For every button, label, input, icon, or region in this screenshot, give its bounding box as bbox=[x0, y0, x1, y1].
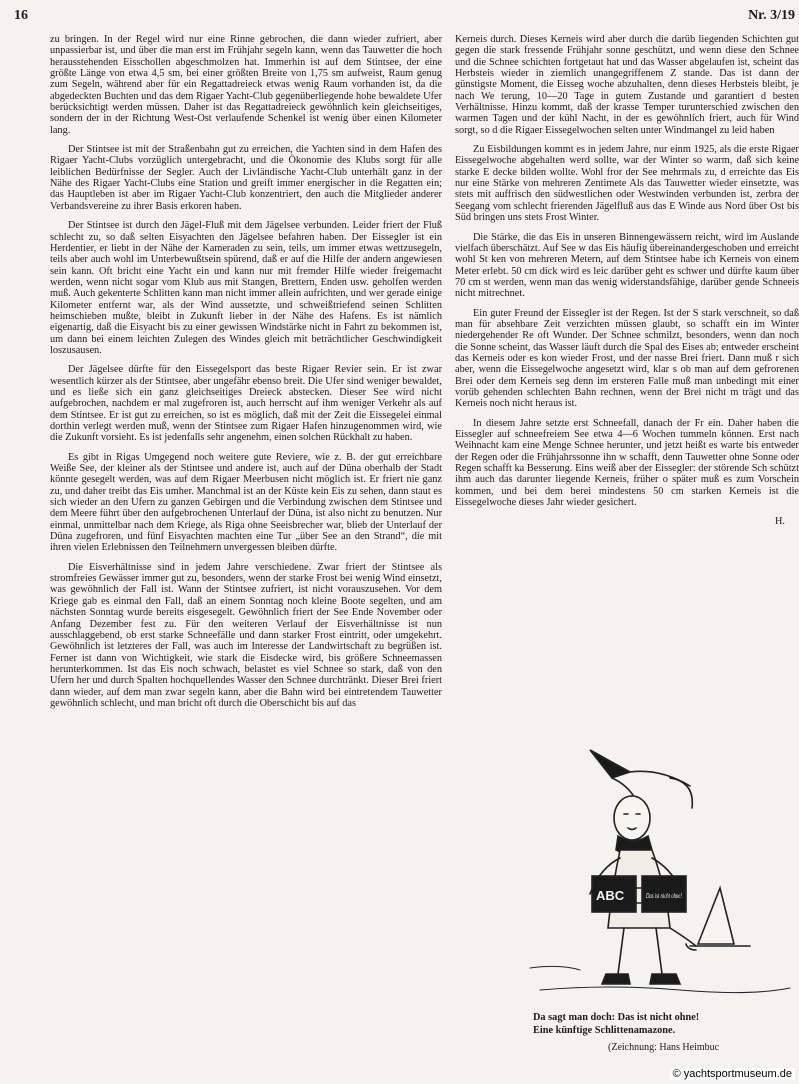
paragraph: Der Stintsee ist mit der Straßenbahn gut zu erreichen, die Yachten sind in dem Hafen des Rigaer Yacht-Clubs vorzüglich untergebracht, und die Ökonomie des Klubs sorgt für alle leiblichen Bedürfnisse der Segler. Auch der Livländische Yacht-Club unterhält ganz in der Nähe des Rigaer Yacht-Clubs eine Station und greift immer energischer in die Regatten ein; das Hauptleben ist aber im Rigaer Yacht-Club konzentriert, den auch die Mitglieder anderer Verbandsvereine zu ihrer Basis erkoren haben. bbox=[50, 144, 442, 212]
paragraph: zu bringen. In der Regel wird nur eine Rinne gebrochen, die dann wieder zufriert, aber unpassierbar ist, und über die man erst im Frühjahr segeln kann, wenn das Tauwetter die hoch herausstehenden Eisschollen abgeschmolzen hat. Immerhin ist auf dem Stintsee, der eine größte Länge von etwa 4,5 sm, bei einer größten Breite von 1,75 sm aufweist, Raum genug zum Segeln, während aber für ein Regattadreieck etwas wenig Raum vorhanden ist, da die abgedeckten Buchten und das dem Rigaer Yacht-Club gegenüberliegende hohe bewaldete Ufer berücksichtigt werden müssen. Daher ist das Regattadreieck gewöhnlich kein gleichseitiges, sondern der in der Richtung West-Ost verlaufende Schenkel ist wenig über einen Kilometer lang. bbox=[50, 34, 442, 136]
illustration-drawing bbox=[520, 738, 799, 1008]
paragraph: Der Stintsee ist durch den Jägel-Fluß mit dem Jägelsee verbunden. Leider friert der Fluß schlecht zu, so daß selten Eisyachten den Jägelsee befahren haben. Der Eissegler ist ein Herdentier, er liebt in der Nähe der Kameraden zu sein, teils, um immer etwas wettzusegeln, teils aber auch wohl im Unterbewußtsein spürend, daß er auf die Hilfe der andern angewiesen sein kann. Oft bricht eine Yacht ein und kann nur mit fremder Hilfe wieder freigemacht werden, wenn nicht sogar vom Klub aus mit Stangen, Brettern, Enden usw. geholfen werden muß. Auch gekenterte Schlitten kann man nicht immer allein aufrichten, und wer gerade einige Kilometer entfernt war, als der Wind aussetzte, und schweißtriefend seinen Schlitten heimschieben mußte, bleibt in Zukunft lieber in der Nähe des Hafens. Es ist nämlich eigenartig, daß die Eisyacht bis zu einer gewissen Windstärke nicht in Fahrt zu bekommen ist, um dann bei einem leichten Zulegen des Windes gleich mit beträchtlicher Geschwindigkeit loszusausen. bbox=[50, 220, 442, 356]
illustration-credit: (Zeichnung: Hans Heimbuc bbox=[608, 1042, 720, 1053]
paragraph: Die Stärke, die das Eis in unseren Binnengewässern reicht, wird im Auslande vielfach überschätzt. Auf See w das Eis häufig übereinandergeschoben und erreicht wohl St ken von mehreren Metern, auf dem Stintsee habe ich Kerneis von einem Meter erlebt. 50 cm dick wird es leic darüber geht es schwer und dürfte kaum über 70 cm st werden, wenn man das wenig widerstandsfähige, darüber gende Schneeis nicht mitrechnet. bbox=[455, 231, 799, 300]
paragraph: Die Eisverhältnisse sind in jedem Jahre verschiedene. Zwar friert der Stintsee als stromfreies Gewässer immer gut zu, besonders, wenn der starke Frost bei wenig Wind einsetzt, was gewöhnlich der Fall ist. Wann der Stintsee zufriert, ist nicht vorauszusehen. Vor dem Kriege gab es einmal den Fall, daß an einem Sonntag noch kleine Boote segelten, und am nächsten Sonntag wurde bereits eisgesegelt. Gewöhnlich friert der See Ende November oder Anfang Dezember fest zu. Für den weiteren Verlauf der Eisverhältnisse ist nun ausschlaggebend, ob erst starke Schneefälle und dann starker Frost eintritt, oder umgekehrt. Gewöhnlich ist letzteres der Fall, was auch im Interesse der Landwirtschaft zu begrüßen ist. Ferner ist dann von Wichtigkeit, wie stark die Eisdecke wird, bis größere Schneemassen herunterkommen. Ist das Eis noch schwach, belastet es viel Schnee so stark, daß von den Ufern her und durch Spalten hochquellendes Wasser den Schnee durchtränkt. Dieser Brei friert dann wieder, auf dem man zwar segeln kann, aber die Bahn wird bei eintretendem Tauwetter gewöhnlich schlecht, und man bricht oft durch die Oberschicht bis auf das bbox=[50, 561, 442, 709]
paragraph: Der Jägelsee dürfte für den Eissegelsport das beste Rigaer Revier sein. Er ist zwar wesentlich kürzer als der Stintsee, aber ungefähr ebenso breit. Die Ufer sind weniger bewaldet, und es ließe sich ein ganz gleichseitiges Dreieck abstecken. Dieser See wird nicht aufgebrochen, nachdem er mal zugefroren ist, auch herrscht auf ihm weniger Verkehr als auf dem Stintsee. Er ist gut zu erreichen, so ist es möglich, daß mit der Zeit die Eissegelei einmal dorthin verlegt werden muß, wenn der Stintsee zum Rigaer Hafen hinzugenommen wird, wie die Zukunft vorsieht. Es ist jedenfalls sehr angenehm, einen solchen Rückhalt zu haben. bbox=[50, 364, 442, 444]
author-signature: H. bbox=[774, 516, 785, 528]
illustration-caption bbox=[533, 1012, 799, 1037]
caption-line-2: Eine künftige Schlittenamazone. bbox=[533, 1024, 676, 1036]
article-right-column bbox=[455, 34, 799, 528]
board-text-right: Das ist nicht ohne! bbox=[645, 892, 683, 900]
caption-line-1: Da sagt man doch: Das ist nicht ohne! bbox=[533, 1012, 700, 1023]
article-left-column bbox=[50, 34, 442, 717]
paragraph: Kerneis durch. Dieses Kerneis wird aber durch die darüb liegenden Schichten gut gegen die stark fressende Frühjahr sonne geschützt, und wenn diese den Schnee und die Schnee schichten fortgetaut hat und das Wasser abgelaufen ist, scheint das Herbsteis wieder in ziemlich unangegriffenem Z stande. Das ist dann der günstigste Moment, die Eisseg woche abzuhalten, denn dieses Herbsteis bleibt, je nach We terung, 10—20 Tage in gutem Zustande und garantiert d besten Verhältnisse. Hinzu kommt, daß der krasse Temper turunterschied zwischen den warmen Tagen und der kühl Nacht, in der es gewöhnlich friert, auch für Wind sorgt, so d die Rigaer Eissegelwochen selten unter Windmangel zu leid haben bbox=[455, 34, 799, 136]
board-text-left: ABC bbox=[596, 888, 625, 903]
sledge-girl-illustration bbox=[520, 738, 799, 1008]
page-number: 16 bbox=[14, 8, 28, 23]
paragraph: In diesem Jahre setzte erst Schneefall, danach der Fr ein. Daher haben die Eissegler auf schneefreiem See etwa 4—6 Wochen tummeln können. Erst nach Weihnacht kam eine Menge Schnee herunter, und jetzt heißt es warte bis entweder der Regen oder die Frühjahrssonne ihn w schafft, denn Tauwetter ohne Sonne oder Regen schafft ka Besserung. Eins weiß aber der Eissegler: der störende Sch schützt ihm auch das darunter liegende Kerneis, früher o später muß es zum Vorschein kommen, und bei dem berei mindestens 50 cm starken Kerneis ist die Eissegelwoche dieses Jahr wieder gesichert. bbox=[455, 417, 799, 509]
issue-number: Nr. 3/19 bbox=[748, 8, 795, 23]
paragraph: Es gibt in Rigas Umgegend noch weitere gute Reviere, wie z. B. der gut erreichbare Weiße See, der kleiner als der Stintsee und andere ist, auch auf der Düna oberhalb der Stadt könnte gesegelt werden, was auf dem Rigaer Meerbusen nicht möglich ist. Er friert nie ganz zu, und daher treibt das Eis umher. Manchmal ist an der Küste kein Eis zu sehen, dann staut es sich wieder an den Ufern zu ganzen Gebirgen und die Verbindung zwischen dem Stintsee und dem Meere führt über den aufgebrochenen Unterlauf der Düna, ist also nicht zu benutzen. Nur einmal, unmittelbar nach dem Kriege, als Riga ohne Seeisbrecher war, blieb der Unterlauf der Düna zugefroren, und fünf Eisyachten machten eine Tur „über See an den Strand“, die mit ihren vielen Erlebnissen den Teilnehmern unvergessen bleiben dürfte. bbox=[50, 451, 442, 554]
watermark: © yachtsportmuseum.de bbox=[670, 1068, 795, 1080]
paragraph: Ein guter Freund der Eissegler ist der Regen. Ist der S stark verschneit, so daß man für absehbare Zeit verzichten müssen glaubt, so schafft ein im Winter niedergehender Re oft Wunder. Der Schnee schmilzt, besonders, wenn dan noch die Sonne scheint, das Wasser läuft durch die Spal des Eises ab; entweder erscheint das Kerneis oder es kon wieder Frost, und der nasse Brei friert. Dann muß r sich aber, wenn die Eissegelwoche angesetzt wird, klar s ob man auf dem gefrorenen Brei oder dem Kerneis seg denn im ersteren Falle muß man unbedingt mit einer vorüb gehenden schlechten Bahn rechnen, wenn der Brei nicht m trägt und das Kerneis noch nicht heraus ist. bbox=[455, 307, 799, 410]
paragraph: Zu Eisbildungen kommt es in jedem Jahre, nur einm 1925, als die erste Rigaer Eissegelwoche abgehalten werd sollte, war der Winter so warm, daß sich keine starke E decke bilden wollte. Wohl fror der See mehrmals zu, d erreichte das Eis nur eine Stärke von mehreren Zentimete Als das Tauwetter wieder einsetzte, was stets mit auffrisch den südwestlichen oder Westwinden verbunden ist, zerbra der Seegang vom schlecht frierenden Jägelfluß aus das E Winde aus Nord über Ost bis Süd bringen uns stets Frost Winter. bbox=[455, 144, 799, 224]
